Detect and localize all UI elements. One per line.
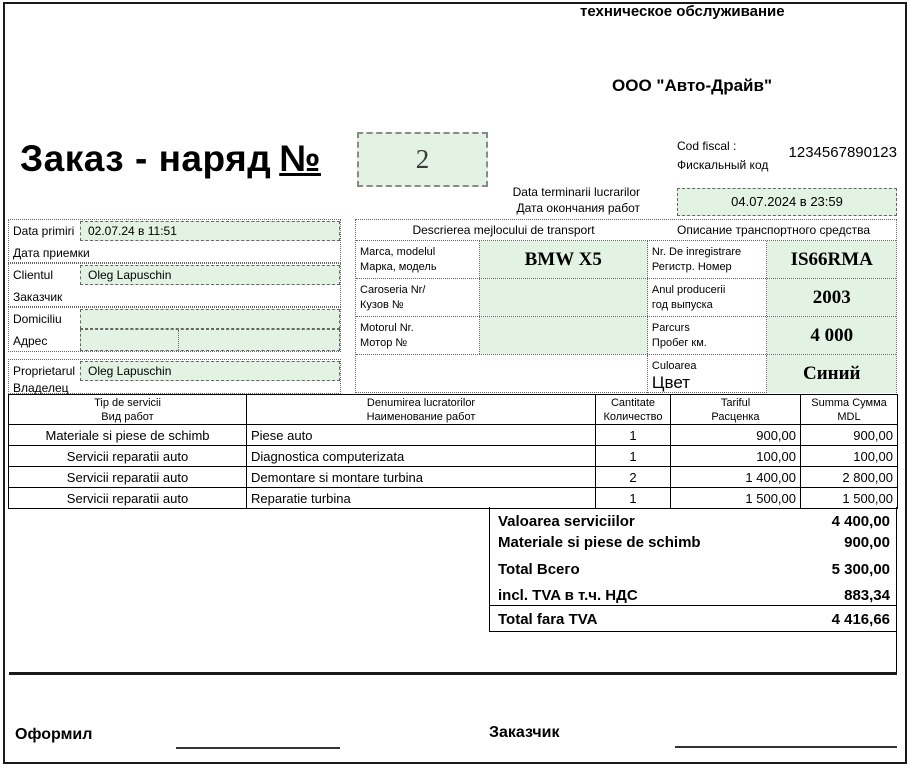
customer-signature-line: [675, 746, 897, 748]
vat-value: 883,34: [844, 587, 890, 604]
engine-number-label: [356, 317, 480, 354]
completion-date-label-ro: Data terminarii lucrarilor: [512, 185, 640, 199]
body-number-label-ro: Caroseria Nr/: [360, 284, 426, 296]
receive-date-field[interactable]: 02.07.24 в 11:51: [80, 221, 340, 241]
address-field-divider: [178, 330, 179, 352]
service-type-cell: Servicii reparatii auto: [9, 446, 247, 467]
production-year-label: [648, 279, 768, 316]
color-label-ro: Culoarea: [651, 360, 697, 372]
grand-total-value: 5 300,00: [831, 561, 890, 578]
mileage-label: [648, 317, 768, 354]
vehicle-header-ru: Описание транспортного средства: [676, 223, 870, 237]
production-year-label-ru: год выпуска: [651, 299, 713, 311]
owner-label-ro: Proprietarul: [13, 364, 76, 378]
total-materials-value: 900,00: [844, 534, 890, 551]
address-field-line2[interactable]: [80, 329, 340, 351]
production-year-field[interactable]: 2003: [767, 279, 896, 316]
model-field[interactable]: BMW X5: [480, 241, 648, 278]
address-label-ru: Адрес: [13, 334, 48, 348]
sum-cell: 900,00: [801, 425, 898, 446]
services-header-row: [9, 395, 898, 425]
rate-cell: 100,00: [671, 446, 801, 467]
work-name-cell: Demontare si montare turbina: [247, 467, 596, 488]
engine-number-label-ro: Motorul Nr.: [360, 322, 414, 334]
mileage-field[interactable]: 4 000: [767, 317, 896, 354]
reg-number-label-ru: Регистр. Номер: [651, 261, 732, 273]
sum-cell: 2 800,00: [801, 467, 898, 488]
owner-field[interactable]: Oleg Lapuschin: [80, 361, 340, 381]
prepared-by-signature-line: [176, 747, 340, 749]
total-services-row: [490, 513, 896, 530]
work-name-cell: Reparatie turbina: [247, 488, 596, 509]
col-sum: Summa Сумма MDL: [801, 395, 898, 425]
vehicle-row-body: [356, 279, 896, 317]
completion-date-field[interactable]: 04.07.2024 в 23:59: [677, 188, 897, 216]
receive-date-label-ro: Data primiri: [13, 224, 75, 238]
vat-label: incl. TVA в т.ч. НДС: [498, 587, 638, 604]
engine-number-label-ru: Мотор №: [360, 337, 408, 349]
client-label-ru: Заказчик: [13, 290, 63, 304]
service-row: [9, 425, 898, 446]
fiscal-code-value: 1234567890123: [788, 144, 897, 161]
quantity-cell: 1: [596, 425, 671, 446]
rate-cell: 900,00: [671, 425, 801, 446]
rate-cell: 1 400,00: [671, 467, 801, 488]
vehicle-header-ro: Descrierea mejlocului de transport: [412, 223, 595, 237]
fiscal-code-label-ru: Фискальный код: [677, 158, 769, 172]
total-services-value: 4 400,00: [831, 513, 890, 530]
client-label-ro: Clientul: [13, 268, 54, 282]
vat-row: [490, 587, 896, 604]
prepared-by-label: Оформил: [15, 726, 93, 743]
mileage-label-ru: Пробег км.: [651, 337, 707, 349]
completion-date-label: [480, 184, 640, 216]
model-label: [356, 241, 480, 278]
fiscal-code-label-ro: Cod fiscal :: [677, 139, 737, 153]
col-service-type: Tip de servicii Вид работ: [9, 395, 247, 425]
owner-row: [8, 359, 341, 394]
col-work-name: Denumirea lucratorilor Наименование работ: [247, 395, 596, 425]
vehicle-row-model: [356, 241, 896, 279]
section-divider-rule: [9, 672, 897, 675]
service-row: [9, 488, 898, 509]
customer-signature-label: Заказчик: [489, 724, 560, 741]
quantity-cell: 1: [596, 488, 671, 509]
reg-number-label: [648, 241, 768, 278]
sum-cell: 100,00: [801, 446, 898, 467]
col-rate: Tariful Расценка: [671, 395, 801, 425]
vehicle-panel: [355, 219, 897, 393]
address-label-ro: Domiciliu: [13, 312, 62, 326]
totals-extension-border: [896, 632, 897, 672]
color-field[interactable]: Синий: [767, 355, 896, 393]
color-label-ru: Цвет: [651, 373, 690, 392]
total-without-vat-label: Total fara TVA: [498, 610, 598, 628]
reg-number-label-ro: Nr. De inregistrare: [651, 246, 742, 258]
quantity-cell: 2: [596, 467, 671, 488]
mileage-label-ro: Parcurs: [651, 322, 690, 334]
address-row: [8, 307, 341, 352]
totals-box: [489, 507, 897, 632]
rate-cell: 1 500,00: [671, 488, 801, 509]
vehicle-row-engine: [356, 317, 896, 355]
total-without-vat-value: 4 416,66: [831, 610, 890, 628]
page-title-text: Заказ - наряд: [20, 138, 272, 179]
total-materials-row: [490, 534, 896, 551]
fiscal-code-label: [677, 137, 768, 175]
completion-date-label-ru: Дата окончания работ: [516, 201, 640, 215]
reg-number-field[interactable]: IS66RMA: [767, 241, 896, 278]
services-table: [8, 394, 898, 509]
service-type-cell: Servicii reparatii auto: [9, 467, 247, 488]
page-title: [20, 138, 321, 180]
receive-date-label-ru: Дата приемки: [13, 246, 90, 260]
client-row: [8, 263, 341, 307]
sum-cell: 1 500,00: [801, 488, 898, 509]
model-label-ro: Marca, modelul: [360, 246, 436, 258]
total-without-vat-row: [490, 605, 896, 632]
receive-date-row: [8, 219, 341, 263]
service-row: [9, 467, 898, 488]
grand-total-label: Total Всего: [498, 561, 580, 578]
body-number-label: [356, 279, 480, 316]
service-type-cell: Servicii reparatii auto: [9, 488, 247, 509]
model-label-ru: Марка, модель: [360, 261, 437, 273]
color-row-spacer2: [480, 355, 648, 393]
vehicle-row-color: [356, 355, 896, 393]
work-name-cell: Piese auto: [247, 425, 596, 446]
color-label: [648, 355, 768, 393]
owner-label-ru: Владелец: [13, 381, 69, 395]
service-type-note: техническое обслуживание: [580, 3, 785, 20]
col-quantity: Cantitate Количество: [596, 395, 671, 425]
total-services-label: Valoarea serviciilor: [498, 513, 635, 530]
service-row: [9, 446, 898, 467]
total-materials-label: Materiale si piese de schimb: [498, 534, 701, 551]
company-name: ООО "Авто-Драйв": [612, 76, 773, 95]
work-name-cell: Diagnostica computerizata: [247, 446, 596, 467]
grand-total-row: [490, 561, 896, 578]
address-field-line1[interactable]: [80, 309, 340, 329]
body-number-field[interactable]: [480, 279, 648, 316]
number-sign: №: [279, 138, 321, 179]
production-year-label-ro: Anul producerii: [651, 284, 726, 296]
vehicle-panel-header: [356, 220, 896, 241]
quantity-cell: 1: [596, 446, 671, 467]
service-type-cell: Materiale si piese de schimb: [9, 425, 247, 446]
color-row-spacer: [356, 355, 480, 393]
body-number-label-ru: Кузов №: [360, 299, 404, 311]
client-field[interactable]: Oleg Lapuschin: [80, 265, 340, 285]
engine-number-field[interactable]: [480, 317, 648, 354]
order-number-field[interactable]: 2: [357, 132, 488, 187]
